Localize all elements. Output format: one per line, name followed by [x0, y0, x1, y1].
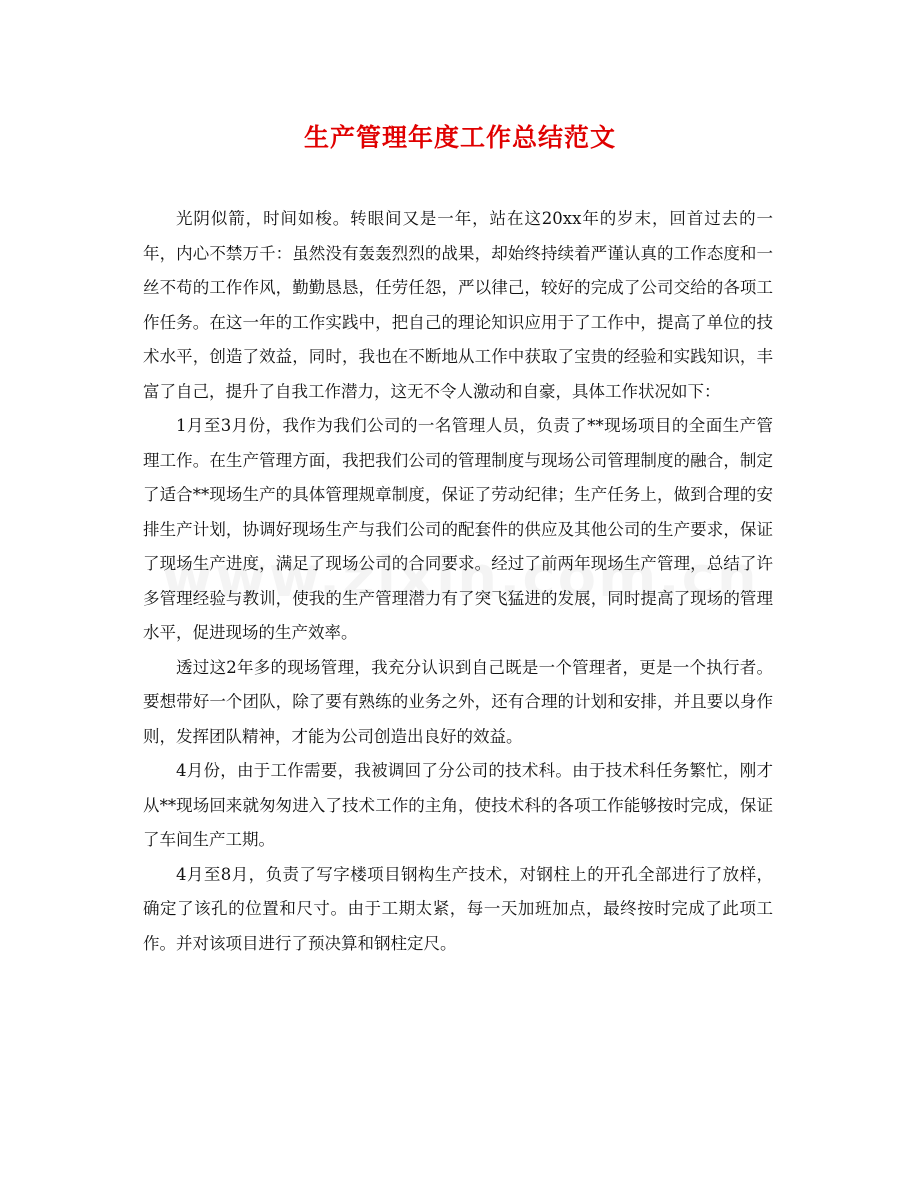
- document-body: [143, 202, 773, 961]
- paragraph-april: 4月份，由于工作需要，我被调回了分公司的技术科。由于技术科任务繁忙，刚才从**现场回来就匆匆进入了技术工作的主角，使技术科的各项工作能够按时完成，保证了车间生产工期。: [143, 761, 773, 849]
- paragraph-apr-aug: 4月至8月，负责了写字楼项目钢构生产技术，对钢柱上的开孔全部进行了放样，确定了该孔的位置和尺寸。由于工期太紧，每一天加班加点，最终按时完成了此项工作。并对该项目进行了预决算和钢柱定尺。: [143, 864, 773, 953]
- paragraph-management-reflection: 透过这2年多的现场管理，我充分认识到自己既是一个管理者，更是一个执行者。要想带好一个团队，除了要有熟练的业务之外，还有合理的计划和安排，并且要以身作则，发挥团队精神，才能为公司创造出良好的效益。: [143, 657, 773, 746]
- paragraph-jan-mar: 1月至3月份，我作为我们公司的一名管理人员，负责了**现场项目的全面生产管理工作。在生产管理方面，我把我们公司的管理制度与现场公司管理制度的融合，制定了适合**现场生产的具体管理规章制度，保证了劳动纪律；生产任务上，做到合理的安排生产计划，协调好现场生产与我们公司的配套件的供应及其他公司的生产要求，保证了现场生产进度，满足了现场公司的合同要求。经过了前两年现场生产管理，总结了许多管理经验与教训，使我的生产管理潜力有了突飞猛进的发展，同时提高了现场的管理水平，促进现场的生产效率。: [143, 416, 773, 642]
- document-title: 生产管理年度工作总结范文: [303, 123, 616, 152]
- paragraph-intro: 光阴似箭，时间如梭。转眼间又是一年，站在这20xx年的岁末，回首过去的一年，内心不禁万千：虽然没有轰轰烈烈的战果，却始终持续着严谨认真的工作态度和一丝不苟的工作作风，勤勤恳恳，任劳任怨，严以律己，较好的完成了公司交给的各项工作任务。在这一年的工作实践中，把自己的理论知识应用于了工作中，提高了单位的技术水平，创造了效益，同时，我也在不断地从工作中获取了宝贵的经验和实践知识，丰富了自己，提升了自我工作潜力，这无不令人激动和自豪，具体工作状况如下：: [143, 209, 773, 401]
